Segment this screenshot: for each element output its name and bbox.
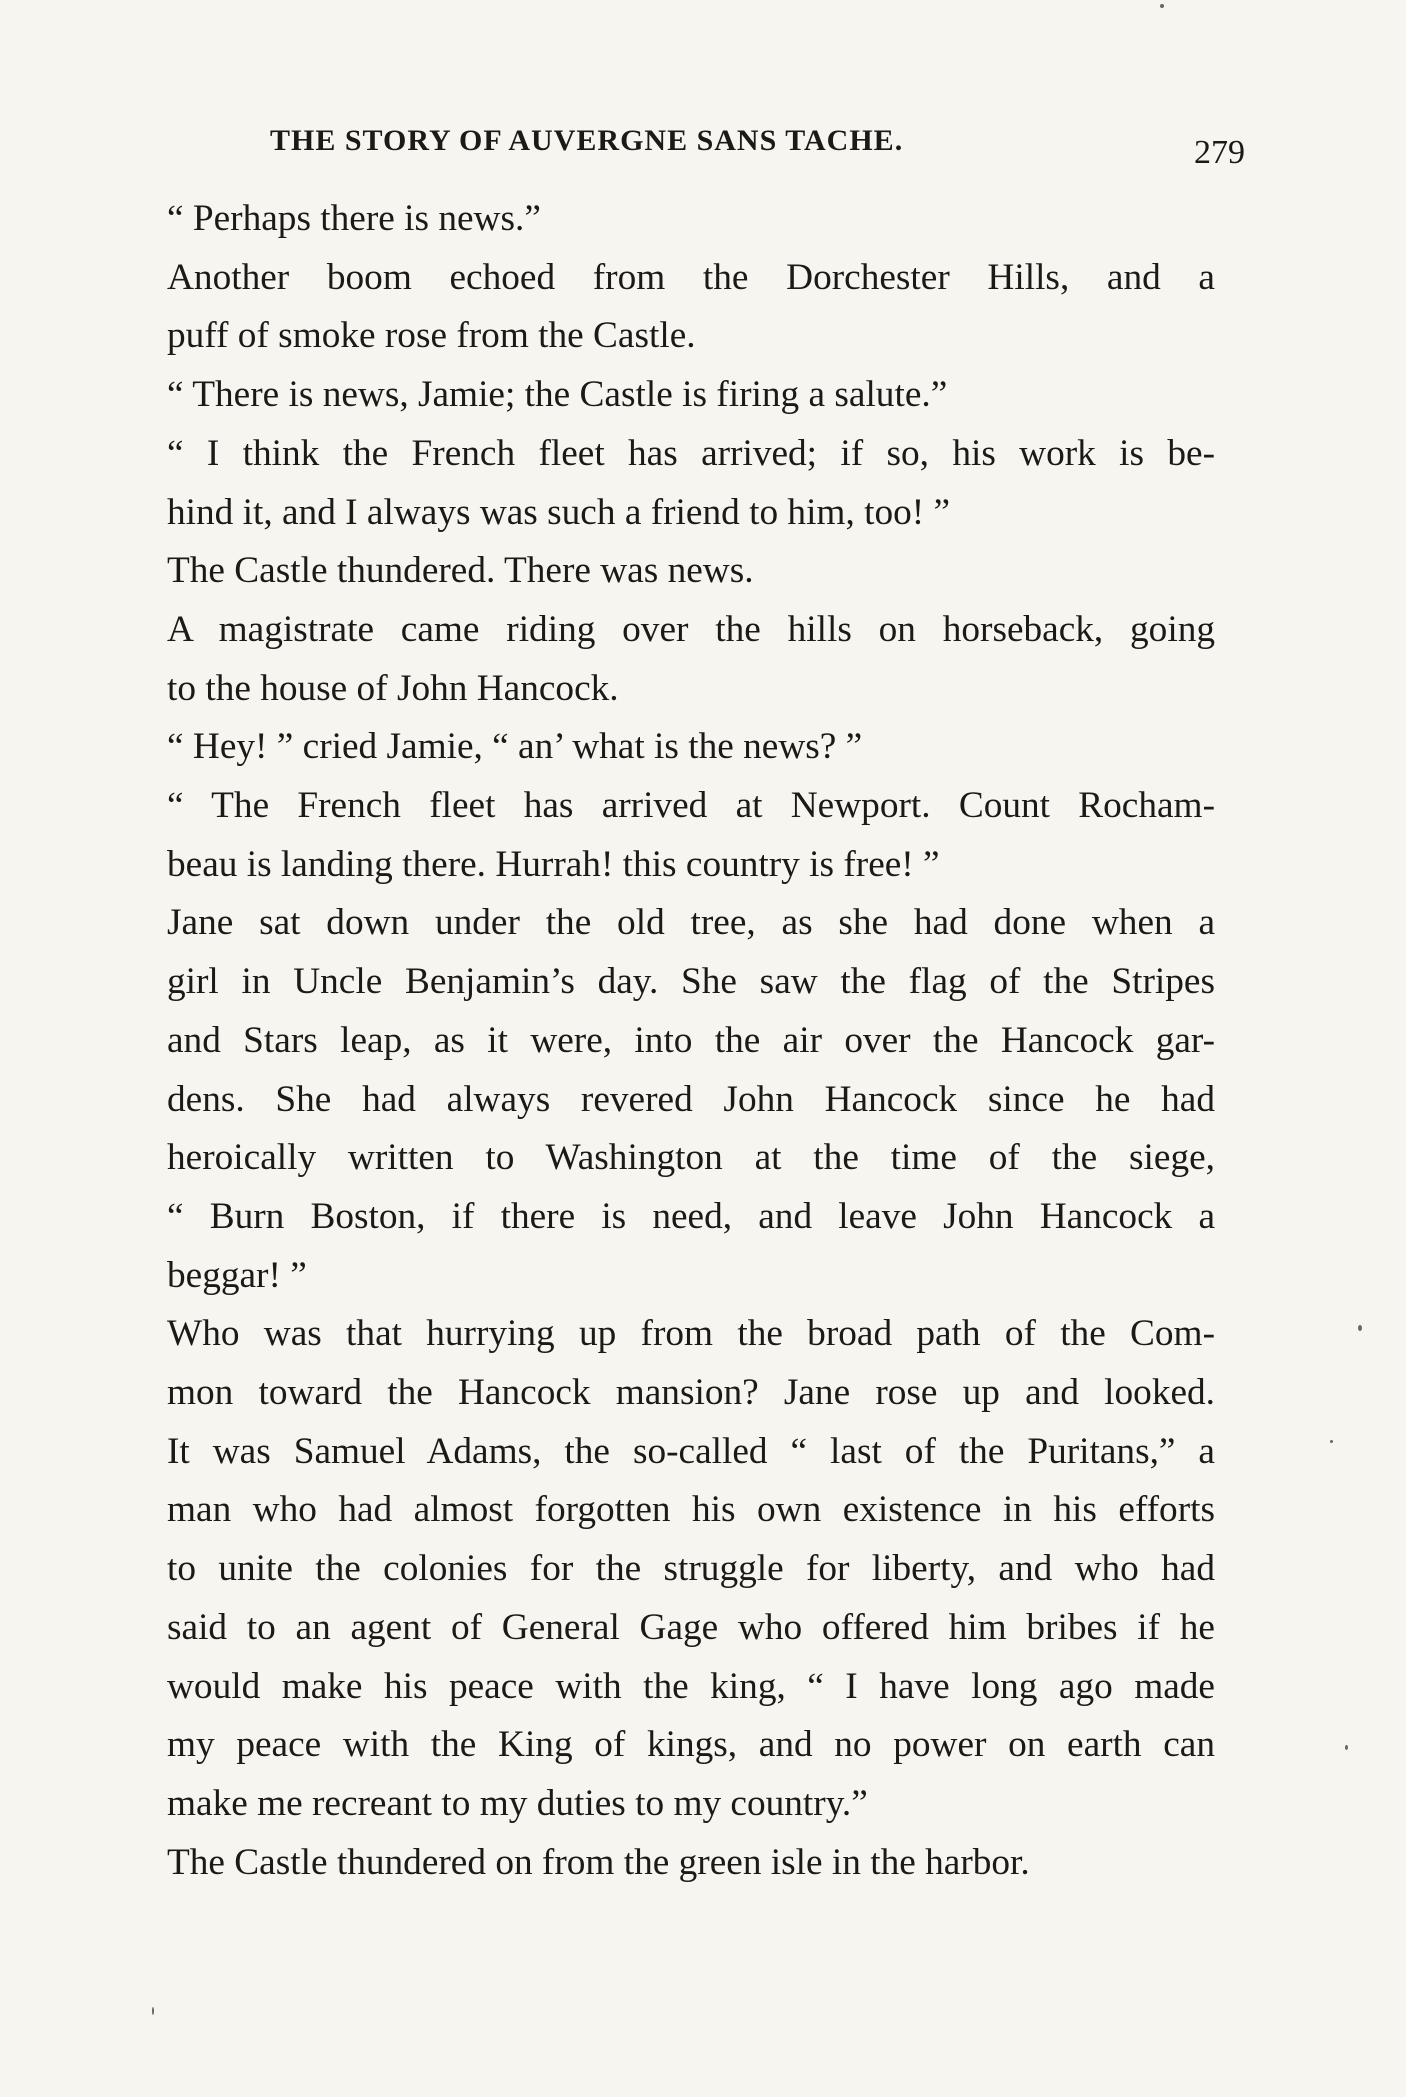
text-line: “ Perhaps there is news.”: [167, 198, 541, 239]
scan-speck: [1345, 1745, 1348, 1750]
text-line: dens. She had always revered John Hancock since he had: [167, 1078, 1215, 1120]
paragraph: [105, 542, 1215, 601]
text-line: beau is landing there. Hurrah! this country is free! ”: [167, 843, 940, 885]
text-line: to the house of John Hancock.: [167, 667, 619, 709]
text-line: mon toward the Hancock mansion? Jane rose up and looked.: [167, 1372, 1215, 1414]
running-head: [270, 118, 1245, 178]
text-line: A magistrate came riding over the hills on horseback, going: [167, 608, 1215, 650]
text-line: Who was that hurrying up from the broad path of the Com-: [167, 1313, 1215, 1355]
running-title: THE STORY OF AUVERGNE SANS TACHE.: [270, 124, 904, 157]
text-line: girl in Uncle Benjamin’s day. She saw the flag of the Stripes: [167, 961, 1215, 1003]
scan-speck: [1160, 4, 1164, 8]
text-line: my peace with the King of kings, and no power on earth can: [167, 1724, 1215, 1766]
paragraph: [105, 894, 1215, 1305]
text-line: Another boom echoed from the Dorchester Hills, and a: [167, 256, 1215, 298]
page-number: 279: [1194, 134, 1245, 171]
text-line: hind it, and I always was such a friend to him, too! ”: [167, 491, 951, 533]
text-line: said to an agent of General Gage who offered him bribes if he: [167, 1606, 1215, 1648]
text-line: Jane sat down under the old tree, as she had done when a: [167, 902, 1215, 944]
text-line: “ Hey! ” cried Jamie, “ an’ what is the news? ”: [167, 726, 863, 768]
paragraph: [105, 601, 1215, 718]
scan-speck: [152, 2007, 154, 2015]
text-line: heroically written to Washington at the time of the siege,: [167, 1137, 1215, 1179]
text-line: beggar! ”: [167, 1254, 307, 1296]
paragraph: [105, 190, 1215, 249]
text-line: make me recreant to my duties to my country.”: [167, 1782, 868, 1824]
paragraph: [105, 1834, 1215, 1893]
paragraph: [105, 425, 1215, 542]
text-line: puff of smoke rose from the Castle.: [167, 315, 696, 357]
text-line: “ There is news, Jamie; the Castle is firing a salute.”: [167, 374, 948, 416]
text-line: The Castle thundered on from the green isle in the harbor.: [167, 1841, 1030, 1883]
text-line: would make his peace with the king, “ I have long ago made: [167, 1665, 1215, 1707]
text-line: “ The French fleet has arrived at Newport. Count Rocham-: [167, 785, 1215, 827]
paragraph: [105, 249, 1215, 366]
paragraph: [105, 366, 1215, 425]
text-line: “ Burn Boston, if there is need, and leave John Hancock a: [167, 1195, 1215, 1237]
body-text: [105, 190, 1215, 1892]
scan-speck: [1358, 1325, 1362, 1331]
text-line: man who had almost forgotten his own existence in his efforts: [167, 1489, 1215, 1531]
scan-speck: [1330, 1440, 1333, 1443]
paragraph: [105, 777, 1215, 894]
text-line: to unite the colonies for the struggle for liberty, and who had: [167, 1548, 1215, 1590]
text-line: “ I think the French fleet has arrived; if so, his work is be-: [167, 432, 1215, 474]
paragraph: [105, 1305, 1215, 1833]
text-line: The Castle thundered. There was news.: [167, 550, 754, 592]
paragraph: [105, 718, 1215, 777]
text-line: and Stars leap, as it were, into the air over the Hancock gar-: [167, 1019, 1215, 1061]
text-line: It was Samuel Adams, the so-called “ last of the Puritans,” a: [167, 1430, 1215, 1472]
